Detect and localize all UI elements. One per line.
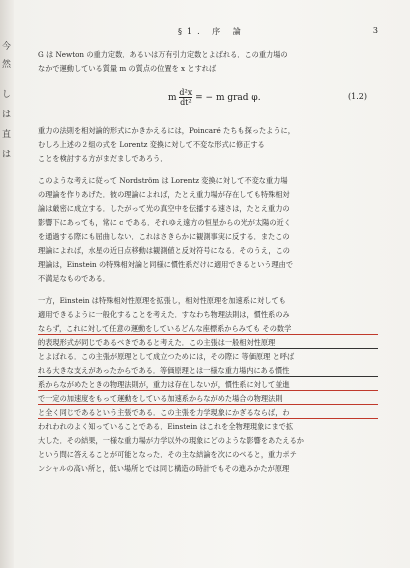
- underlined-line: と全く同じであるという主張である．この主張を力学現象にかぎるならば，わ: [38, 408, 378, 419]
- prev-page-glyph: は: [2, 150, 12, 160]
- previous-page-edge: [0, 0, 14, 568]
- text-line: を通過する際にも屈曲しない．これはさきらかに観測事実に反する．またこの: [38, 232, 290, 241]
- text-line: むしろ上述の２組の式を Lorentz 変換に対して不変な形式に修正する: [38, 140, 265, 149]
- text-line: ンシャルの高い所と，低い場所とでは同じ構造の時計でもその進みかたが原理: [38, 464, 290, 473]
- text-line: 適用できるように一般化することを考えた．すなわち物理法則は，慣性系のみ: [38, 310, 290, 319]
- underlined-line: れる大きな支えがあったからである．等価原理とは一様な重力場内にある慣性: [38, 366, 378, 377]
- prev-page-glyph: 直: [2, 130, 12, 140]
- equation-denominator: dt²: [180, 98, 192, 107]
- text-line: ことを検討する方がまだましであろう．: [38, 154, 168, 163]
- book-page: [18, 0, 398, 568]
- underlined-line: 系からながめたときの物理法則が，重力は存在しないが，慣性系に対して並進: [38, 380, 378, 391]
- prev-page-glyph: し: [2, 90, 12, 100]
- text-line: 重力の法則を相対論的形式にかきかえるには，Poincaré たちも探ったように，: [38, 126, 295, 135]
- text-line: 影響下にあっても，常に c である．それゆえ遠方の恒星からの光が太陽の近く: [38, 218, 291, 227]
- text-line: なかで運動している質量 m の質点の位置を x とすれば: [38, 64, 217, 73]
- text-line: 一方，Einstein は特殊相対性原理を拡張し，相対性原理を加速系に対しても: [38, 296, 286, 305]
- prev-page-glyph: は: [2, 110, 12, 120]
- equation-fraction: [179, 88, 192, 107]
- page-number: 3: [372, 26, 378, 35]
- text-line: G は Newton の重力定数．あるいは万有引力定数とよばれる．この重力場の: [38, 50, 288, 59]
- equation-rhs: = − m grad φ.: [195, 93, 261, 103]
- text-line: という問に答えることが可能となった．その主な結論を次にのべると，重力ポテ: [38, 450, 297, 459]
- prev-page-glyph: 然: [2, 60, 12, 70]
- text-line: このような考えに従って Nordström は Lorentz 変換に対して不変な重力場: [38, 176, 288, 185]
- text-line: の理論を作りあげた．彼の理論によれば，たとえ重力場が存在しても特殊相対: [38, 190, 290, 199]
- equation-prefix: m: [168, 93, 177, 103]
- underlined-line: 的表現形式が同じであるべきであると考えた．この主張は一般相対性原理: [38, 338, 378, 349]
- equation-numerator: d²x: [179, 88, 193, 97]
- underlined-line: で一定の加速度をもって運動をしている加速系からながめた場合の物理法則: [38, 394, 378, 405]
- equation: [168, 88, 261, 107]
- text-line: 理論は，Einstein の特殊相対論と同様に慣性系だけに適用できるという理由で: [38, 260, 294, 269]
- text-line: とよばれる．この主張が原理として成立つためには，その際に 等価原理 と呼ば: [38, 352, 295, 361]
- text-line: 不満足なものである．: [38, 274, 110, 283]
- page-header: [18, 26, 398, 40]
- text-line: 大した．その結果，一様な重力場が力学以外の現象にどのような影響をあたえるか: [38, 436, 304, 445]
- text-line: 理論によれば，水星の近日点移動は観測値と反対符号になる．そのうえ，この: [38, 246, 290, 255]
- text-line: われわれのよく知っていることである．Einstein はこれを全物理現象にまで拡: [38, 422, 294, 431]
- underlined-line: ならず，これに対して任意の運動をしているどんな座標系からみても その数学: [38, 324, 378, 335]
- text-line: 論は厳密に成立する．したがって光の真空中を伝播する速さは，たとえ重力の: [38, 204, 290, 213]
- running-title: §1. 序 論: [178, 27, 246, 36]
- prev-page-glyph: 今: [2, 42, 12, 52]
- equation-number: (1.2): [348, 92, 367, 101]
